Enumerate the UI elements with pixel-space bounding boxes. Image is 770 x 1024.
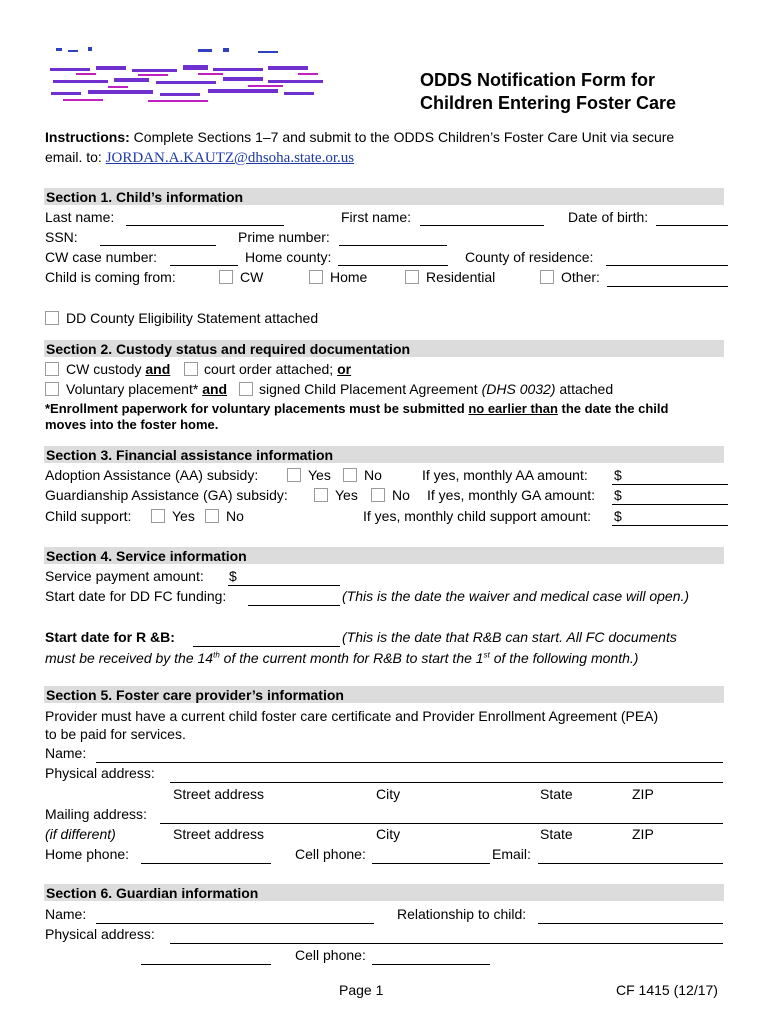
aa-label: Adoption Assistance (AA) subsidy: bbox=[45, 467, 259, 483]
dob-field[interactable] bbox=[656, 225, 728, 226]
street-caption-1: Street address bbox=[173, 786, 265, 802]
coming-from-cw-checkbox[interactable] bbox=[219, 270, 233, 284]
dd-statement-label: DD County Eligibility Statement attached bbox=[66, 310, 319, 326]
sup-th: th bbox=[213, 650, 220, 660]
ga-no-checkbox[interactable] bbox=[371, 488, 385, 502]
start-rb-note-line2 bbox=[45, 649, 638, 667]
aa-yes-checkbox[interactable] bbox=[287, 468, 301, 482]
signed-agreement-label: signed Child Placement Agreement bbox=[259, 381, 478, 397]
guardian-name-field[interactable] bbox=[96, 923, 374, 924]
ssn-field[interactable] bbox=[100, 245, 216, 246]
start-fc-note: (This is the date the waiver and medical case will open.) bbox=[342, 588, 690, 604]
county-res-label: County of residence: bbox=[465, 249, 594, 265]
title-line-1: ODDS Notification Form for bbox=[420, 70, 655, 90]
coming-from-home-label: Home bbox=[330, 269, 368, 285]
cs-yes-checkbox[interactable] bbox=[151, 509, 165, 523]
ga-amount-label: If yes, monthly GA amount: bbox=[427, 487, 596, 503]
prime-field[interactable] bbox=[339, 245, 447, 246]
payment-field[interactable] bbox=[228, 585, 340, 586]
enrollment-note-part1: *Enrollment paperwork for voluntary placements must be submitted bbox=[45, 401, 465, 416]
signed-agreement-row bbox=[259, 380, 613, 398]
guardian-physical-label: Physical address: bbox=[45, 926, 155, 942]
court-order-row bbox=[204, 360, 351, 378]
guardian-cell-phone-field[interactable] bbox=[372, 964, 490, 965]
zip-caption-2: ZIP bbox=[632, 826, 654, 842]
section4-heading: Section 4. Service information bbox=[44, 547, 724, 564]
provider-name-field[interactable] bbox=[96, 762, 723, 763]
relationship-label: Relationship to child: bbox=[397, 906, 527, 922]
zip-caption-1: ZIP bbox=[632, 786, 654, 802]
provider-email-label: Email: bbox=[492, 846, 531, 862]
section5-heading: Section 5. Foster care provider’s information bbox=[44, 686, 724, 703]
home-county-field[interactable] bbox=[338, 265, 448, 266]
agency-logo bbox=[48, 46, 333, 106]
last-name-field[interactable] bbox=[126, 225, 284, 226]
aa-no-label: No bbox=[364, 467, 382, 483]
instructions-email-row bbox=[45, 148, 354, 167]
start-fc-field[interactable] bbox=[248, 605, 340, 606]
coming-from-other-field[interactable] bbox=[607, 286, 728, 287]
provider-physical-field[interactable] bbox=[170, 782, 723, 783]
cs-dollar: $ bbox=[614, 508, 622, 524]
cw-custody-row bbox=[66, 360, 170, 378]
cw-custody-checkbox[interactable] bbox=[45, 362, 59, 376]
enrollment-note-emphasis: no earlier than bbox=[468, 401, 558, 416]
instructions-label: Instructions: bbox=[45, 129, 130, 145]
and-label-1: and bbox=[145, 361, 171, 377]
cs-yes-label: Yes bbox=[172, 508, 195, 524]
section1-heading: Section 1. Child’s information bbox=[44, 188, 724, 205]
dhs-form-number: (DHS 0032) bbox=[481, 381, 556, 397]
rb-line2-part-b: of the current month for R&B to start the 1 bbox=[219, 650, 484, 666]
city-caption-1: City bbox=[376, 786, 401, 802]
prime-label: Prime number: bbox=[238, 229, 330, 245]
dd-statement-checkbox[interactable] bbox=[45, 311, 59, 325]
section2-heading: Section 2. Custody status and required documentation bbox=[44, 340, 724, 357]
coming-from-residential-label: Residential bbox=[426, 269, 496, 285]
provider-email-field[interactable] bbox=[538, 863, 723, 864]
provider-home-phone-field[interactable] bbox=[141, 863, 271, 864]
relationship-field[interactable] bbox=[538, 923, 723, 924]
coming-from-label: Child is coming from: bbox=[45, 269, 176, 285]
and-label-2: and bbox=[202, 381, 228, 397]
cs-no-checkbox[interactable] bbox=[205, 509, 219, 523]
state-caption-2: State bbox=[540, 826, 573, 842]
city-caption-2: City bbox=[376, 826, 401, 842]
guardian-name-label: Name: bbox=[45, 906, 87, 922]
guardian-cell-phone-label: Cell phone: bbox=[295, 947, 366, 963]
provider-name-label: Name: bbox=[45, 745, 87, 761]
provider-intro-line1: Provider must have a current child foster care certificate and Provider Enrollment Agreement (PEA) bbox=[45, 708, 659, 724]
voluntary-checkbox[interactable] bbox=[45, 382, 59, 396]
aa-no-checkbox[interactable] bbox=[343, 468, 357, 482]
provider-cell-phone-field[interactable] bbox=[372, 863, 490, 864]
first-name-field[interactable] bbox=[420, 225, 544, 226]
coming-from-residential-checkbox[interactable] bbox=[405, 270, 419, 284]
provider-cell-phone-label: Cell phone: bbox=[295, 846, 366, 862]
aa-amount-label: If yes, monthly AA amount: bbox=[422, 467, 588, 483]
enrollment-note-line2: moves into the foster home. bbox=[45, 417, 219, 432]
signed-agreement-checkbox[interactable] bbox=[239, 382, 253, 396]
form-title bbox=[420, 69, 676, 115]
attached-label: attached bbox=[559, 381, 614, 397]
instructions-email-prefix: email. to: bbox=[45, 149, 102, 165]
form-id: CF 1415 (12/17) bbox=[616, 982, 718, 998]
cw-case-field[interactable] bbox=[170, 265, 238, 266]
instructions bbox=[45, 128, 674, 146]
coming-from-home-checkbox[interactable] bbox=[309, 270, 323, 284]
start-rb-field[interactable] bbox=[193, 646, 340, 647]
court-order-checkbox[interactable] bbox=[184, 362, 198, 376]
title-line-2: Children Entering Foster Care bbox=[420, 93, 677, 113]
ga-label: Guardianship Assistance (GA) subsidy: bbox=[45, 487, 288, 503]
dob-label: Date of birth: bbox=[568, 209, 649, 225]
home-county-label: Home county: bbox=[245, 249, 332, 265]
rb-line2-part-c: of the following month.) bbox=[489, 650, 639, 666]
court-order-label: court order attached; bbox=[204, 361, 334, 377]
coming-from-cw-label: CW bbox=[240, 269, 264, 285]
provider-mailing-field[interactable] bbox=[160, 823, 723, 824]
voluntary-row bbox=[66, 380, 227, 398]
ga-dollar: $ bbox=[614, 487, 622, 503]
start-rb-note: (This is the date that R&B can start. All FC documents bbox=[342, 629, 677, 645]
aa-amount-field[interactable] bbox=[612, 484, 728, 485]
county-res-field[interactable] bbox=[606, 265, 728, 266]
section6-heading: Section 6. Guardian information bbox=[44, 884, 724, 901]
ga-no-label: No bbox=[392, 487, 410, 503]
cs-amount-label: If yes, monthly child support amount: bbox=[363, 508, 591, 524]
guardian-physical-field[interactable] bbox=[170, 943, 723, 944]
last-name-label: Last name: bbox=[45, 209, 115, 225]
cs-amount-field[interactable] bbox=[612, 525, 728, 526]
ga-yes-checkbox[interactable] bbox=[314, 488, 328, 502]
state-caption-1: State bbox=[540, 786, 573, 802]
coming-from-other-label: Other: bbox=[561, 269, 600, 285]
if-different-label: (if different) bbox=[45, 826, 116, 842]
instructions-email-link[interactable]: JORDAN.A.KAUTZ@dhsoha.state.or.us bbox=[105, 150, 355, 166]
payment-dollar: $ bbox=[229, 568, 237, 584]
cw-case-label: CW case number: bbox=[45, 249, 158, 265]
aa-dollar: $ bbox=[614, 467, 622, 483]
rb-line2-part-a: must be received by the 14 bbox=[45, 650, 214, 666]
start-rb-label: Start date for R &B: bbox=[45, 629, 175, 645]
coming-from-other-checkbox[interactable] bbox=[540, 270, 554, 284]
section3-heading: Section 3. Financial assistance information bbox=[44, 446, 724, 463]
provider-intro-line2: to be paid for services. bbox=[45, 726, 186, 742]
sup-st: st bbox=[483, 650, 490, 660]
aa-yes-label: Yes bbox=[308, 467, 331, 483]
ga-amount-field[interactable] bbox=[612, 504, 728, 505]
ssn-label: SSN: bbox=[45, 229, 78, 245]
cs-label: Child support: bbox=[45, 508, 132, 524]
cs-no-label: No bbox=[226, 508, 244, 524]
or-label: or bbox=[337, 361, 352, 377]
payment-label: Service payment amount: bbox=[45, 568, 204, 584]
first-name-label: First name: bbox=[341, 209, 412, 225]
page-number: Page 1 bbox=[339, 982, 384, 998]
instructions-text: Complete Sections 1–7 and submit to the ODDS Children’s Foster Care Unit via secure bbox=[133, 129, 675, 145]
guardian-phone-field[interactable] bbox=[141, 964, 271, 965]
provider-home-phone-label: Home phone: bbox=[45, 846, 130, 862]
start-fc-label: Start date for DD FC funding: bbox=[45, 588, 227, 604]
street-caption-2: Street address bbox=[173, 826, 265, 842]
voluntary-label: Voluntary placement* bbox=[66, 381, 199, 397]
enrollment-note-part2: the date the child bbox=[561, 401, 669, 416]
provider-physical-label: Physical address: bbox=[45, 765, 155, 781]
cw-custody-label: CW custody bbox=[66, 361, 142, 377]
provider-mailing-label: Mailing address: bbox=[45, 806, 147, 822]
ga-yes-label: Yes bbox=[335, 487, 358, 503]
